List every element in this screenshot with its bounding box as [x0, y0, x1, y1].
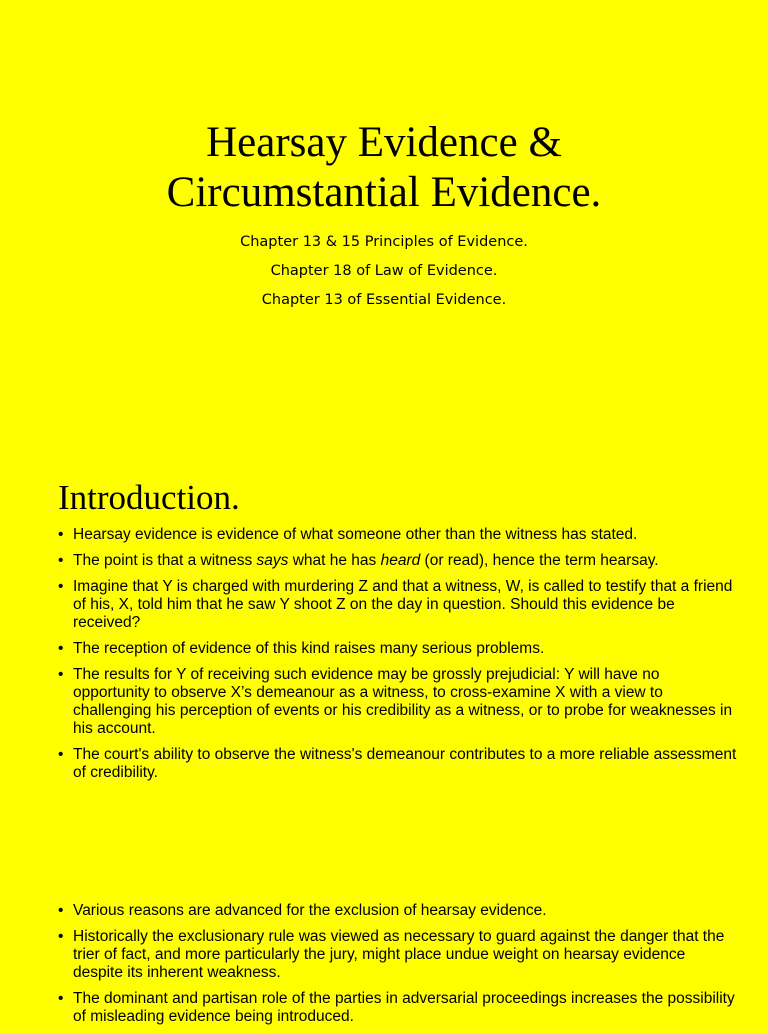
bullet-icon: •	[58, 902, 64, 919]
bullet-item	[58, 902, 738, 920]
bullet-text: The dominant and partisan role of the parties in adversarial proceedings increases the possibility of misleading evidence being introduced.	[73, 990, 735, 1025]
bullet-icon: •	[58, 928, 64, 945]
bullet-icon: •	[58, 578, 64, 595]
bullet-text: The results for Y of receiving such evidence may be grossly prejudicial: Y will have no opportunity to observe X’s demeanour as a witness, to cross-examine X with a view to challenging his perception of events or his credibility as a witness, or to probe for weaknesses in his account.	[73, 666, 733, 737]
bullet-list	[58, 902, 738, 1034]
bullet-text: Hearsay evidence is evidence of what someone other than the witness has stated.	[73, 526, 638, 543]
title-line-1: Hearsay Evidence &	[206, 119, 562, 166]
subtitle-line: Chapter 18 of Law of Evidence.	[270, 263, 498, 279]
bullet-item	[58, 990, 738, 1026]
bullet-item	[58, 928, 738, 982]
bullet-item	[58, 666, 738, 738]
bullet-icon: •	[58, 552, 64, 569]
bullet-item	[58, 552, 738, 570]
presentation-title	[0, 118, 768, 218]
introduction-slide	[0, 432, 768, 864]
bullet-icon: •	[58, 990, 64, 1007]
bullet-icon: •	[58, 526, 64, 543]
bullet-icon: •	[58, 640, 64, 657]
bullet-text: The reception of evidence of this kind raises many serious problems.	[73, 640, 545, 657]
subtitle-line: Chapter 13 of Essential Evidence.	[261, 292, 507, 308]
emphasis-heard: heard	[380, 552, 421, 569]
bullet-item	[58, 578, 738, 632]
bullet-text: Imagine that Y is charged with murdering Z and that a witness, W, is called to testify that a friend of his, X, told him that he saw Y shoot Z on the day in question. Should this evidence be received?	[73, 578, 733, 631]
subtitle-line: Chapter 13 & 15 Principles of Evidence.	[240, 234, 528, 250]
section-heading: Introduction.	[58, 478, 240, 517]
bullet-item	[58, 526, 738, 544]
text-segment: what he has	[288, 552, 381, 569]
bullet-list	[58, 526, 738, 790]
bullet-icon: •	[58, 666, 64, 683]
bullet-text	[73, 552, 659, 569]
title-line-2: Circumstantial Evidence.	[166, 169, 602, 216]
bullet-text: The court's ability to observe the witness's demeanour contributes to a more reliable assessment of credibility.	[73, 746, 737, 781]
bullet-text: Historically the exclusionary rule was viewed as necessary to guard against the danger that the trier of fact, and more particularly the jury, might place undue weight on hearsay evidence despite its inherent weakness.	[73, 928, 725, 981]
emphasis-says: says	[256, 552, 289, 569]
text-segment: The point is that a witness	[73, 552, 257, 569]
text-segment: (or read), hence the term hearsay.	[420, 552, 659, 569]
bullet-item	[58, 746, 738, 782]
continuation-slide	[0, 864, 768, 1024]
title-slide	[0, 0, 768, 432]
subtitle-list	[0, 228, 768, 315]
bullet-text: Various reasons are advanced for the exclusion of hearsay evidence.	[73, 902, 547, 919]
bullet-item	[58, 640, 738, 658]
bullet-icon: •	[58, 746, 64, 763]
